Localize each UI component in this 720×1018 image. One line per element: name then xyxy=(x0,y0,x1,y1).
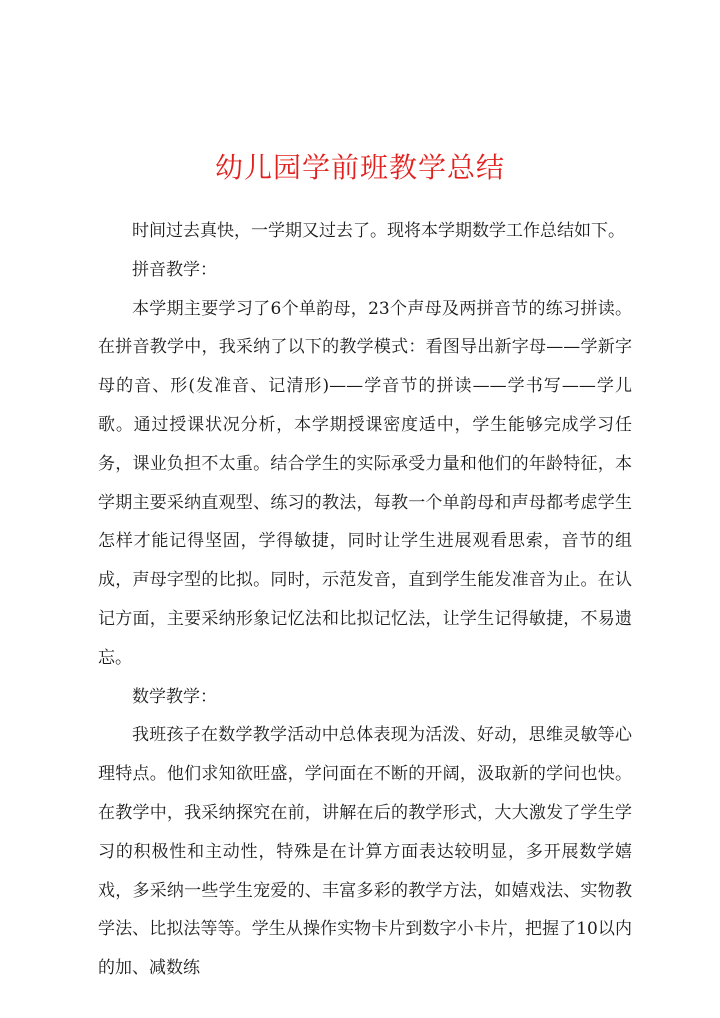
document-body xyxy=(98,212,632,988)
paragraph-intro: 时间过去真快，一学期又过去了。现将本学期数学工作总结如下。 xyxy=(132,221,625,241)
section-heading-pinyin: 拼音教学： xyxy=(132,259,217,280)
section-heading-math: 数学教学： xyxy=(132,686,217,707)
paragraph-pinyin: 本学期主要学习了6个单韵母，23个声母及两拼音节的练习拼读。在拼音教学中，我采纳了以下的教学模式：看图导出新字母——学新字母的音、形(发准音、记清形)——学音节的拼读——学书写——学儿歌。通过授课状况分析，本学期授课密度适中，学生能够完成学习任务，课业负担不太重。结合学生的实际承受力量和他们的年龄特征，本学期主要采纳直观型、练习的教法，每教一个单韵母和声母都考虑学生怎样才能记得坚固，学得敏捷，同时让学生进展观看思索，音节的组成，声母字型的比拟。同时，示范发音，直到学生能发准音为止。在认记方面，主要采纳形象记忆法和比拟记忆法，让学生记得敏捷，不易遗忘。 xyxy=(98,298,632,668)
document-title: 幼儿园学前班教学总结 xyxy=(214,151,505,184)
paragraph-math: 我班孩子在数学教学活动中总体表现为活泼、好动，思维灵敏等心理特点。他们求知欲旺盛，学问面在不断的开阔，汲取新的学问也快。在教学中，我采纳探究在前，讲解在后的教学形式，大大激发了学生学习的积极性和主动性，特殊是在计算方面表达较明显，多开展数学嬉戏，多采纳一些学生宠爱的、丰富多彩的教学方法，如嬉戏法、实物教学法、比拟法等等。学生从操作实物卡片到数字小卡片，把握了10以内的加、减数练 xyxy=(98,725,632,979)
